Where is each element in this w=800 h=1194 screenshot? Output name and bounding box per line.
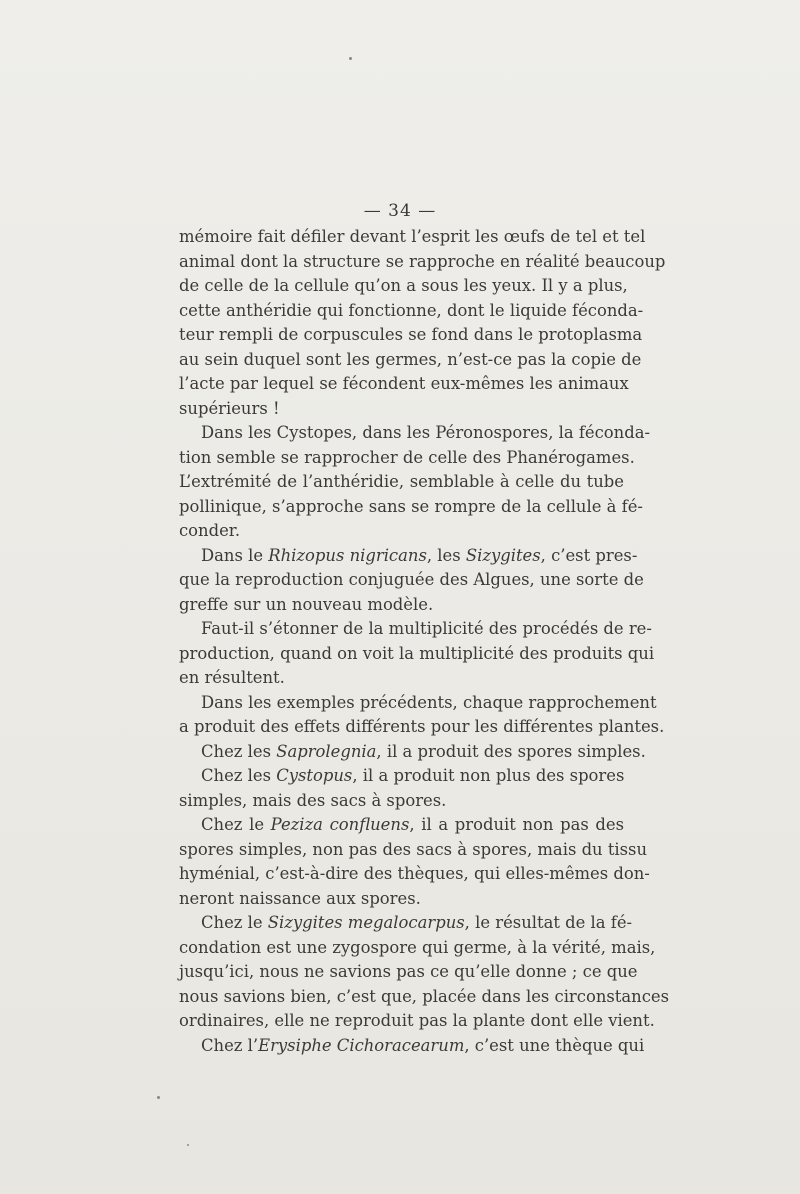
text-segment: Dans le <box>201 545 269 565</box>
text-segment: a produit des effets différents pour les différentes plantes. <box>179 717 665 736</box>
text-line <box>179 495 643 520</box>
text-line <box>179 274 628 299</box>
text-segment: cette anthéridie qui fonctionne, dont le liquide féconda- <box>179 300 644 320</box>
text-line <box>179 1009 655 1034</box>
text-line <box>179 691 657 716</box>
text-segment: production, quand on voit la multiplicité des produits qui <box>179 643 655 663</box>
text-line <box>179 470 624 495</box>
text-segment: Faut-il s’étonner de la multiplicité des procédés de re- <box>201 619 652 638</box>
body-text <box>179 225 669 1058</box>
page-number: — 34 — <box>363 201 437 221</box>
text-line <box>179 764 624 789</box>
text-segment: , c’est pres- <box>540 545 638 565</box>
text-segment: nous savions bien, c’est que, placée dans les circonstances <box>179 986 669 1006</box>
text-line <box>179 446 635 471</box>
italic-term: Erysiphe Cichoracearum <box>258 1035 465 1055</box>
text-segment: pollinique, s’approche sans se rompre de la cellule à fé- <box>179 496 643 516</box>
text-line <box>179 666 624 691</box>
text-segment: Chez l’ <box>201 1035 259 1055</box>
text-segment: L’extrémité de l’anthéridie, semblable à celle du tube <box>179 472 624 491</box>
text-segment: Chez les <box>201 766 277 785</box>
text-line <box>179 1034 645 1059</box>
text-segment: , les <box>426 545 466 565</box>
text-line <box>179 838 648 863</box>
text-segment: , il a produit des spores simples. <box>376 741 646 761</box>
text-segment: ordinaires, elle ne reproduit pas la plante dont elle vient. <box>179 1011 655 1030</box>
italic-term: Sizygites megalocarpus <box>267 913 465 932</box>
text-segment: que la reproduction conjuguée des Algues, une sorte de <box>179 570 644 589</box>
text-line <box>179 299 644 324</box>
text-line <box>179 887 624 912</box>
text-segment: Dans les Cystopes, dans les Péronospores, la féconda- <box>201 423 651 442</box>
text-segment: Dans les exemples précédents, chaque rapprochement <box>201 692 657 712</box>
italic-term: Cystopus <box>276 766 353 785</box>
text-line <box>179 936 656 961</box>
italic-term: Peziza confluens <box>270 815 410 834</box>
paper-speck <box>349 57 352 60</box>
text-segment: de celle de la cellule qu’on a sous les yeux. Il y a plus, <box>179 276 628 295</box>
text-segment: Chez les <box>201 741 277 761</box>
text-segment: greffe sur un nouveau modèle. <box>179 594 434 614</box>
text-line <box>179 862 650 887</box>
text-line <box>179 225 646 250</box>
italic-term: Rhizopus nigricans <box>268 545 427 565</box>
text-segment: neront naissance aux spores. <box>179 888 421 908</box>
text-segment: , le résultat de la fé- <box>464 913 633 932</box>
text-segment: , il a produit non plus des spores <box>352 766 625 785</box>
text-segment: , c’est une thèque qui <box>464 1035 645 1055</box>
text-line <box>179 617 652 642</box>
text-line <box>179 544 638 569</box>
paper-speck <box>157 1096 160 1099</box>
text-segment: spores simples, non pas des sacs à spores, mais du tissu <box>179 839 648 859</box>
text-line <box>179 715 665 740</box>
text-line <box>179 323 643 348</box>
text-line <box>179 789 624 814</box>
text-line <box>179 813 624 838</box>
italic-term: Saprolegnia <box>276 741 377 761</box>
text-segment: simples, mais des sacs à spores. <box>179 790 447 810</box>
text-line <box>179 740 646 765</box>
text-segment: hyménial, c’est-à-dire des thèques, qui elles-mêmes don- <box>179 864 650 883</box>
text-segment: supérieurs ! <box>179 398 280 418</box>
text-line <box>179 519 624 544</box>
text-line <box>179 593 624 618</box>
text-line <box>179 642 655 667</box>
text-segment: teur rempli de corpuscules se fond dans le protoplasma <box>179 325 643 344</box>
italic-term: Sizygites <box>465 545 541 565</box>
text-segment: tion semble se rapprocher de celle des Phanérogames. <box>179 447 635 467</box>
text-line <box>179 421 651 446</box>
text-line <box>179 985 669 1010</box>
text-line <box>179 348 642 373</box>
text-segment: condation est une zygospore qui germe, à la vérité, mais, <box>179 937 656 957</box>
text-line <box>179 250 666 275</box>
text-segment: en résultent. <box>179 668 285 687</box>
text-segment: mémoire fait défiler devant l’esprit les œufs de tel et tel <box>179 227 646 246</box>
text-segment: , il a produit non pas des <box>409 815 625 834</box>
text-line <box>179 911 633 936</box>
text-line <box>179 568 644 593</box>
text-line <box>179 960 638 985</box>
text-line <box>179 397 624 422</box>
text-segment: l’acte par lequel se fécondent eux-mêmes les animaux <box>179 374 629 393</box>
text-segment: animal dont la structure se rapproche en réalité beaucoup <box>179 251 666 271</box>
text-segment: jusqu’ici, nous ne savions pas ce qu’elle donne ; ce que <box>179 962 638 981</box>
text-segment: au sein duquel sont les germes, n’est-ce pas la copie de <box>179 349 642 369</box>
text-line <box>179 372 629 397</box>
text-segment: Chez le <box>201 815 271 834</box>
paper-speck <box>187 1144 189 1146</box>
text-segment: conder. <box>179 521 241 540</box>
text-segment: Chez le <box>201 913 268 932</box>
